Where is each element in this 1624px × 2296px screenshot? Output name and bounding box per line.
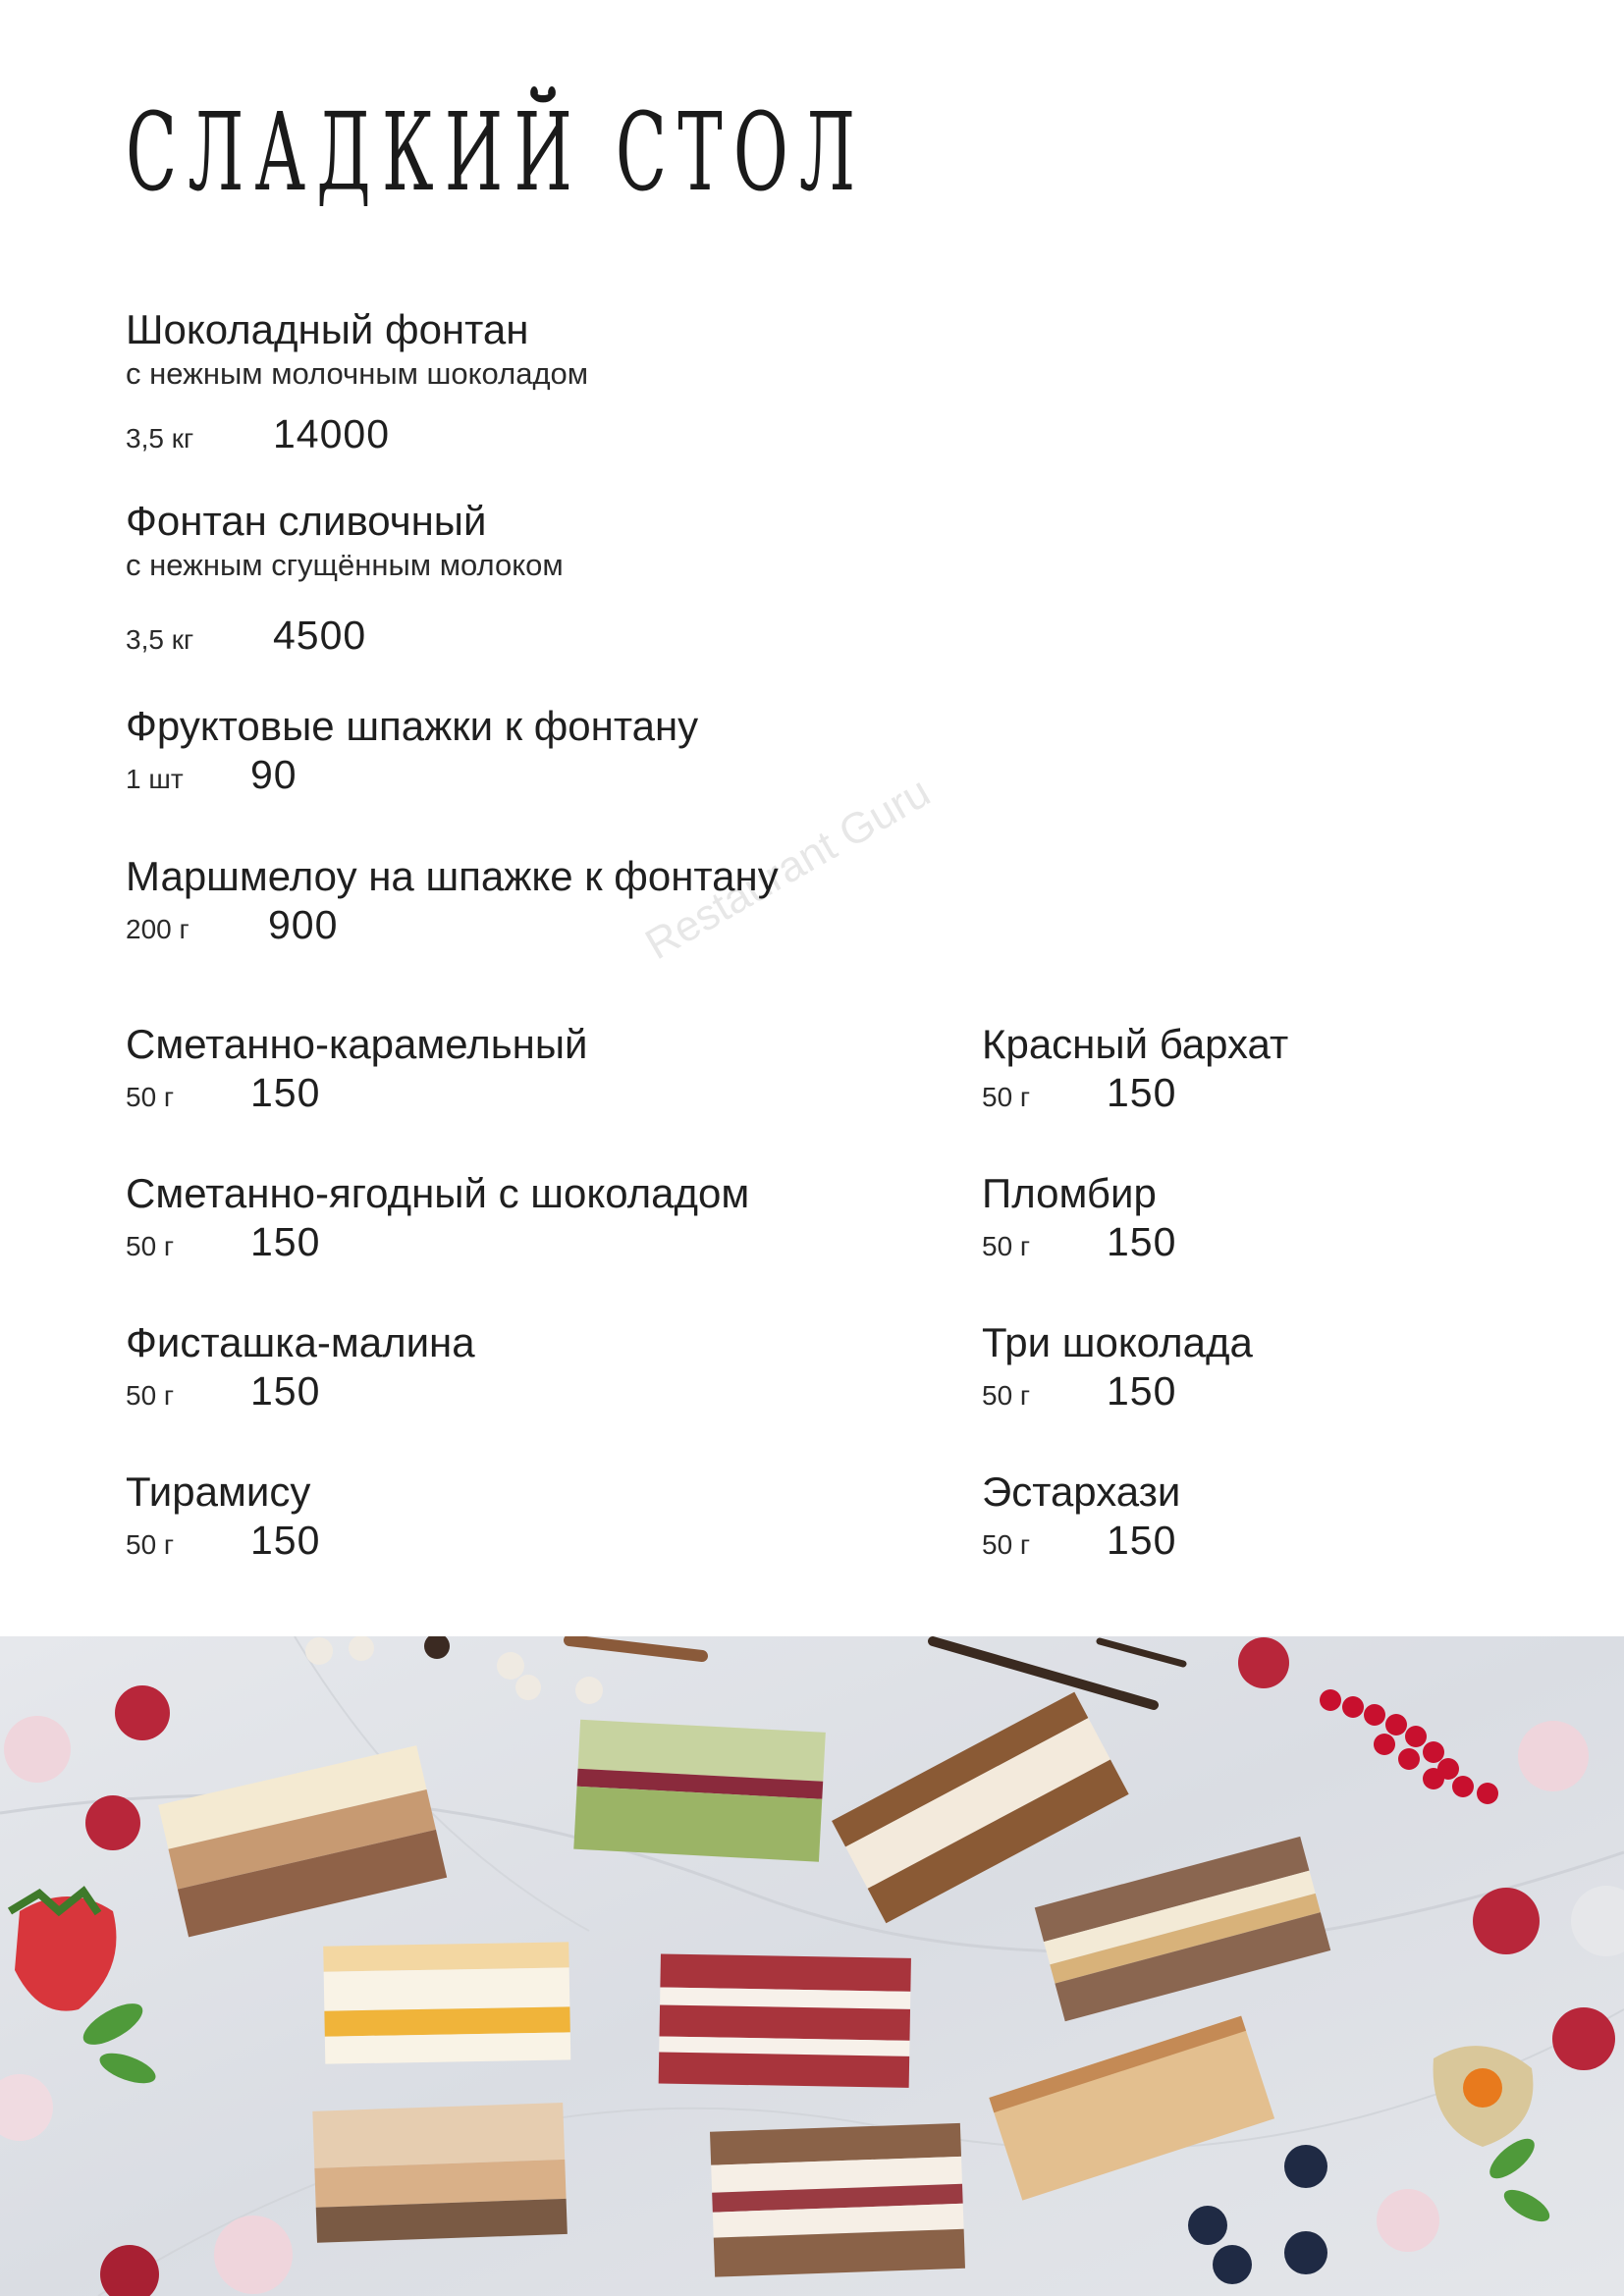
- item-description: с нежным молочным шоколадом: [126, 356, 589, 392]
- item-meta: [126, 1368, 475, 1415]
- menu-item-marshmallow-skewer: [126, 853, 779, 948]
- menu-item-cake: [982, 1170, 1176, 1265]
- item-weight: 50 г: [982, 1380, 1031, 1412]
- menu-item-cake: [982, 1468, 1180, 1564]
- item-price: 150: [1107, 1219, 1177, 1265]
- menu-item-cake: [126, 1468, 320, 1564]
- menu-item-chocolate-fountain: [126, 306, 588, 457]
- menu-item-cake: [126, 1170, 749, 1265]
- item-weight: 50 г: [982, 1231, 1031, 1262]
- item-name: Тирамису: [126, 1468, 311, 1515]
- item-name: Фисташка-малина: [126, 1319, 475, 1365]
- item-name: Маршмелоу на шпажке к фонтану: [126, 853, 779, 899]
- item-price: 150: [1107, 1518, 1177, 1564]
- item-meta: [126, 613, 564, 659]
- item-name: Сметанно-карамельный: [126, 1021, 588, 1067]
- menu-item-cake: [982, 1021, 1288, 1116]
- item-meta: [982, 1219, 1176, 1265]
- item-weight: 50 г: [126, 1529, 175, 1561]
- dessert-photo: [0, 1636, 1624, 2296]
- item-name: Фонтан сливочный: [126, 498, 487, 544]
- item-weight: 3,5 кг: [126, 423, 194, 454]
- item-price: 150: [250, 1368, 321, 1415]
- item-name: Эстархази: [982, 1468, 1181, 1515]
- item-name: Шоколадный фонтан: [126, 306, 529, 352]
- item-weight: 1 шт: [126, 764, 184, 795]
- item-name: Красный бархат: [982, 1021, 1289, 1067]
- item-name: Пломбир: [982, 1170, 1157, 1216]
- menu-item-cake: [126, 1021, 587, 1116]
- item-price: 150: [250, 1518, 321, 1564]
- item-weight: 50 г: [126, 1380, 175, 1412]
- item-meta: [126, 902, 779, 948]
- item-meta: [126, 1518, 320, 1564]
- item-weight: 50 г: [982, 1529, 1031, 1561]
- item-weight: 200 г: [126, 914, 189, 945]
- item-price: 150: [250, 1070, 321, 1116]
- item-meta: [982, 1518, 1180, 1564]
- item-meta: [126, 411, 588, 457]
- item-description: с нежным сгущённым молоком: [126, 548, 564, 583]
- item-price: 90: [250, 752, 298, 798]
- item-meta: [126, 1219, 749, 1265]
- menu-item-cream-fountain: [126, 498, 564, 659]
- menu-item-cake: [982, 1319, 1253, 1415]
- item-price: 14000: [273, 411, 391, 457]
- item-price: 4500: [273, 613, 367, 659]
- item-price: 900: [268, 902, 339, 948]
- item-weight: 50 г: [126, 1082, 175, 1113]
- item-name: Фруктовые шпажки к фонтану: [126, 703, 699, 749]
- item-meta: [126, 752, 698, 798]
- item-price: 150: [1107, 1368, 1177, 1415]
- watermark-text: Restaurant Guru: [637, 768, 939, 970]
- menu-item-cake: [126, 1319, 475, 1415]
- item-price: 150: [1107, 1070, 1177, 1116]
- item-weight: 3,5 кг: [126, 624, 194, 656]
- page-title: СЛАДКИЙ СТОЛ: [126, 89, 867, 215]
- menu-item-fruit-skewers: [126, 703, 698, 798]
- item-weight: 50 г: [982, 1082, 1031, 1113]
- item-meta: [982, 1368, 1253, 1415]
- item-price: 150: [250, 1219, 321, 1265]
- item-meta: [982, 1070, 1288, 1116]
- item-meta: [126, 1070, 587, 1116]
- item-weight: 50 г: [126, 1231, 175, 1262]
- item-name: Три шоколада: [982, 1319, 1253, 1365]
- item-name: Сметанно-ягодный с шоколадом: [126, 1170, 750, 1216]
